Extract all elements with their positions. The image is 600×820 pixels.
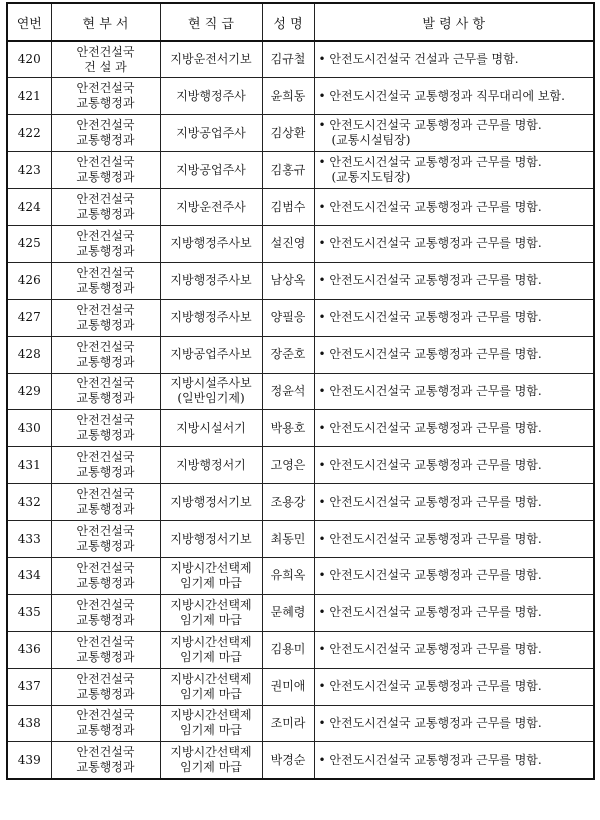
grade-line: 지방행정주사: [176, 88, 246, 103]
person-name: 조미라: [262, 705, 314, 742]
person-name: 문혜령: [262, 594, 314, 631]
note-line: • 안전도시건설국 교통행정과 근무를 명함.: [318, 155, 542, 170]
table-row: [7, 557, 594, 594]
current-grade: [160, 262, 262, 299]
current-grade: [160, 484, 262, 521]
row-number: 434: [7, 557, 51, 594]
appointment-note: [314, 299, 594, 336]
department-line: 안전건설국: [76, 155, 135, 170]
grade-line: 지방행정주사보: [170, 236, 252, 251]
current-department: [51, 484, 160, 521]
appointment-note: [314, 115, 594, 152]
department-line: 안전건설국: [76, 228, 135, 243]
row-number: 433: [7, 521, 51, 558]
department-line: 교통행정과: [76, 170, 135, 185]
note-subline: (교통시설팀장): [331, 133, 411, 148]
department-line: 교통행정과: [76, 133, 135, 148]
table-row: [7, 447, 594, 484]
appointment-note: [314, 631, 594, 668]
header-row: [7, 3, 594, 41]
department-line: 안전건설국: [76, 376, 135, 391]
current-department: [51, 410, 160, 447]
personnel-order-sheet: [6, 2, 595, 780]
person-name: 박용호: [262, 410, 314, 447]
person-name: 윤희동: [262, 78, 314, 115]
grade-line: 지방공업주사: [176, 162, 246, 177]
row-number: 431: [7, 447, 51, 484]
grade-line: 지방시간선택제: [170, 560, 252, 575]
person-name: 남상옥: [262, 262, 314, 299]
note-line: • 안전도시건설국 교통행정과 근무를 명함.: [318, 310, 542, 325]
person-name: 장준호: [262, 336, 314, 373]
department-line: 안전건설국: [76, 265, 135, 280]
appointment-note: [314, 594, 594, 631]
appointment-note: [314, 484, 594, 521]
department-line: 교통행정과: [76, 243, 135, 258]
table-row: [7, 152, 594, 189]
row-number: 427: [7, 299, 51, 336]
current-department: [51, 557, 160, 594]
note-line: • 안전도시건설국 교통행정과 근무를 명함.: [318, 642, 542, 657]
current-department: [51, 742, 160, 779]
appointment-note: [314, 152, 594, 189]
current-department: [51, 78, 160, 115]
row-number: 438: [7, 705, 51, 742]
current-grade: [160, 631, 262, 668]
department-line: 안전건설국: [76, 708, 135, 723]
row-number: 439: [7, 742, 51, 779]
department-line: 안전건설국: [76, 524, 135, 539]
person-name: 설진영: [262, 225, 314, 262]
appointment-note: [314, 557, 594, 594]
person-name: 김홍규: [262, 152, 314, 189]
row-number: 437: [7, 668, 51, 705]
note-line: • 안전도시건설국 교통행정과 직무대리에 보함.: [318, 88, 565, 103]
col-header-no: 연번: [7, 3, 51, 41]
appointment-note: [314, 742, 594, 779]
col-header-name: 성 명: [262, 3, 314, 41]
note-line: • 안전도시건설국 교통행정과 근무를 명함.: [318, 752, 542, 767]
table-row: [7, 410, 594, 447]
department-line: 안전건설국: [76, 413, 135, 428]
person-name: 정윤석: [262, 373, 314, 410]
grade-line: 임기제 마급: [180, 760, 242, 775]
table-row: [7, 225, 594, 262]
current-grade: [160, 78, 262, 115]
table-row: [7, 594, 594, 631]
row-number: 436: [7, 631, 51, 668]
row-number: 432: [7, 484, 51, 521]
note-line: • 안전도시건설국 교통행정과 근무를 명함.: [318, 605, 542, 620]
person-name: 박경순: [262, 742, 314, 779]
note-line: • 안전도시건설국 교통행정과 근무를 명함.: [318, 568, 542, 583]
department-line: 안전건설국: [76, 81, 135, 96]
note-line: • 안전도시건설국 교통행정과 근무를 명함.: [318, 457, 542, 472]
department-line: 교통행정과: [76, 723, 135, 738]
appointment-note: [314, 521, 594, 558]
department-line: 교통행정과: [76, 502, 135, 517]
department-line: 안전건설국: [76, 487, 135, 502]
table-row: [7, 484, 594, 521]
department-line: 교통행정과: [76, 207, 135, 221]
current-department: [51, 631, 160, 668]
note-line: • 안전도시건설국 교통행정과 근무를 명함.: [318, 420, 542, 435]
person-name: 조용강: [262, 484, 314, 521]
current-department: [51, 336, 160, 373]
person-name: 김범수: [262, 189, 314, 226]
current-department: [51, 189, 160, 226]
appointment-note: [314, 262, 594, 299]
appointment-note: [314, 410, 594, 447]
row-number: 425: [7, 225, 51, 262]
row-number: 421: [7, 78, 51, 115]
grade-line: 임기제 마급: [180, 686, 242, 701]
grade-line: 지방시간선택제: [170, 708, 252, 723]
grade-line: 지방시설주사보: [170, 376, 252, 391]
current-department: [51, 447, 160, 484]
table-row: [7, 299, 594, 336]
current-grade: [160, 705, 262, 742]
department-line: 안전건설국: [76, 745, 135, 760]
current-grade: [160, 225, 262, 262]
appointment-note: [314, 668, 594, 705]
table-row: [7, 41, 594, 78]
department-line: 안전건설국: [76, 450, 135, 465]
current-department: [51, 262, 160, 299]
row-number: 423: [7, 152, 51, 189]
table-row: [7, 189, 594, 226]
grade-line: 지방시간선택제: [170, 597, 252, 612]
current-department: [51, 299, 160, 336]
grade-line: 지방행정서기보: [170, 494, 252, 509]
department-line: 교통행정과: [76, 465, 135, 480]
note-line: • 안전도시건설국 교통행정과 근무를 명함.: [318, 236, 542, 251]
grade-line: 지방시간선택제: [170, 745, 252, 760]
appointment-note: [314, 447, 594, 484]
table-row: [7, 78, 594, 115]
appointment-note: [314, 41, 594, 78]
person-name: 유희옥: [262, 557, 314, 594]
col-header-dept: 현 부 서: [51, 3, 160, 41]
department-line: 교통행정과: [76, 428, 135, 443]
current-department: [51, 115, 160, 152]
current-grade: [160, 594, 262, 631]
note-line: • 안전도시건설국 교통행정과 근무를 명함.: [318, 715, 542, 730]
current-grade: [160, 373, 262, 410]
grade-line: 지방공업주사: [176, 125, 246, 140]
current-department: [51, 225, 160, 262]
department-line: 안전건설국: [76, 597, 135, 612]
current-department: [51, 668, 160, 705]
row-number: 424: [7, 189, 51, 226]
row-number: 429: [7, 373, 51, 410]
appointment-note: [314, 336, 594, 373]
department-line: 교통행정과: [76, 539, 135, 554]
current-grade: [160, 410, 262, 447]
appointment-note: [314, 189, 594, 226]
current-grade: [160, 668, 262, 705]
department-line: 건 설 과: [84, 59, 127, 74]
grade-line: 지방시간선택제: [170, 634, 252, 649]
grade-line: 임기제 마급: [180, 575, 242, 590]
department-line: 교통행정과: [76, 317, 135, 332]
person-name: 김규철: [262, 41, 314, 78]
grade-line: 지방행정서기: [176, 457, 246, 472]
table-row: [7, 668, 594, 705]
grade-line: 임기제 마급: [180, 612, 242, 627]
table-row: [7, 115, 594, 152]
current-department: [51, 705, 160, 742]
department-line: 교통행정과: [76, 612, 135, 627]
department-line: 안전건설국: [76, 634, 135, 649]
grade-line: 지방행정주사보: [170, 273, 252, 288]
department-line: 안전건설국: [76, 671, 135, 686]
row-number: 428: [7, 336, 51, 373]
table-body: [7, 41, 594, 779]
grade-line: 지방행정주사보: [170, 310, 252, 325]
department-line: 안전건설국: [76, 560, 135, 575]
grade-line: (일반임기제): [177, 391, 245, 406]
person-name: 양필응: [262, 299, 314, 336]
row-number: 426: [7, 262, 51, 299]
department-line: 교통행정과: [76, 391, 135, 406]
appointment-note: [314, 373, 594, 410]
table-row: [7, 521, 594, 558]
appointment-note: [314, 705, 594, 742]
current-grade: [160, 115, 262, 152]
table-row: [7, 631, 594, 668]
current-grade: [160, 521, 262, 558]
current-grade: [160, 152, 262, 189]
grade-line: 지방시설서기: [176, 420, 246, 435]
table-row: [7, 705, 594, 742]
note-line: • 안전도시건설국 교통행정과 근무를 명함.: [318, 273, 542, 288]
current-department: [51, 373, 160, 410]
department-line: 안전건설국: [76, 192, 135, 206]
col-header-grade: 현 직 급: [160, 3, 262, 41]
row-number: 435: [7, 594, 51, 631]
note-line: • 안전도시건설국 교통행정과 근무를 명함.: [318, 383, 542, 398]
appointment-note: [314, 78, 594, 115]
note-subline: (교통지도팀장): [331, 170, 411, 185]
current-grade: [160, 742, 262, 779]
department-line: 교통행정과: [76, 354, 135, 369]
current-grade: [160, 189, 262, 226]
department-line: 교통행정과: [76, 96, 135, 111]
department-line: 교통행정과: [76, 649, 135, 664]
current-grade: [160, 557, 262, 594]
table-row: [7, 336, 594, 373]
person-name: 김용미: [262, 631, 314, 668]
department-line: 교통행정과: [76, 686, 135, 701]
current-department: [51, 594, 160, 631]
note-line: • 안전도시건설국 교통행정과 근무를 명함.: [318, 494, 542, 509]
grade-line: 지방시간선택제: [170, 671, 252, 686]
person-name: 김상환: [262, 115, 314, 152]
current-grade: [160, 299, 262, 336]
department-line: 안전건설국: [76, 339, 135, 354]
note-line: • 안전도시건설국 교통행정과 근무를 명함.: [318, 199, 542, 214]
department-line: 안전건설국: [76, 118, 135, 133]
grade-line: 지방공업주사보: [170, 347, 252, 362]
row-number: 420: [7, 41, 51, 78]
col-header-note: 발 령 사 항: [314, 3, 594, 41]
person-name: 고영은: [262, 447, 314, 484]
department-line: 교통행정과: [76, 760, 135, 775]
note-line: • 안전도시건설국 교통행정과 근무를 명함.: [318, 118, 542, 133]
department-line: 안전건설국: [76, 302, 135, 317]
appointment-note: [314, 225, 594, 262]
current-department: [51, 521, 160, 558]
row-number: 430: [7, 410, 51, 447]
current-department: [51, 152, 160, 189]
grade-line: 지방운전주사: [176, 199, 246, 214]
row-number: 422: [7, 115, 51, 152]
current-grade: [160, 336, 262, 373]
note-line: • 안전도시건설국 교통행정과 근무를 명함.: [318, 679, 542, 694]
note-line: • 안전도시건설국 건설과 근무를 명함.: [318, 52, 519, 67]
grade-line: 지방운전서기보: [170, 52, 252, 67]
table-row: [7, 742, 594, 779]
grade-line: 지방행정서기보: [170, 531, 252, 546]
department-line: 안전건설국: [76, 44, 135, 59]
grade-line: 임기제 마급: [180, 649, 242, 664]
current-grade: [160, 41, 262, 78]
note-line: • 안전도시건설국 교통행정과 근무를 명함.: [318, 347, 542, 362]
current-grade: [160, 447, 262, 484]
department-line: 교통행정과: [76, 575, 135, 590]
current-department: [51, 41, 160, 78]
table-row: [7, 262, 594, 299]
grade-line: 임기제 마급: [180, 723, 242, 738]
person-name: 최동민: [262, 521, 314, 558]
note-line: • 안전도시건설국 교통행정과 근무를 명함.: [318, 531, 542, 546]
table-row: [7, 373, 594, 410]
personnel-table: [6, 2, 595, 780]
department-line: 교통행정과: [76, 280, 135, 295]
person-name: 권미애: [262, 668, 314, 705]
